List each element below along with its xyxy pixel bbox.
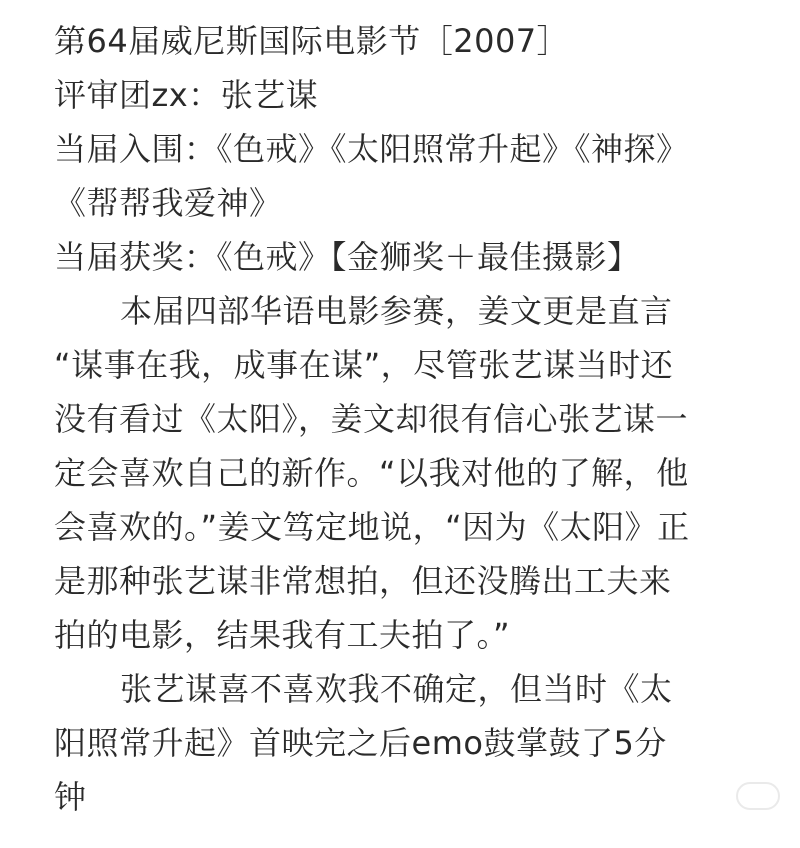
paragraph-2-line: 钟	[54, 778, 87, 816]
paragraph-1-line: 定会喜欢自己的新作。“以我对他的了解，他	[54, 454, 689, 492]
paragraph-2-line: 张艺谋喜不喜欢我不确定，但当时《太	[120, 670, 673, 708]
paragraph-1-line: “谋事在我，成事在谋”，尽管张艺谋当时还	[54, 346, 674, 384]
nominees-line-continued: 《帮帮我爱神》	[54, 184, 282, 222]
jury-line: 评审团zx：张艺谋	[54, 76, 319, 114]
festival-title: 第64届威尼斯国际电影节［2007］	[54, 22, 570, 60]
paragraph-1-line: 本届四部华语电影参赛，姜文更是直言	[120, 292, 673, 330]
paragraph-1-line: 拍的电影，结果我有工夫拍了。”	[54, 616, 511, 654]
nominees-line: 当届入围：《色戒》《太阳照常升起》《神探》	[54, 130, 689, 168]
paragraph-1	[54, 284, 760, 662]
watermark	[736, 776, 780, 830]
paragraph-1-line: 会喜欢的。”姜文笃定地说，“因为《太阳》正	[54, 508, 690, 546]
paragraph-2	[54, 662, 760, 824]
awards-line: 当届获奖：《色戒》【金狮奖＋最佳摄影】	[54, 238, 640, 276]
paragraph-1-line: 没有看过《太阳》，姜文却很有信心张艺谋一	[54, 400, 689, 438]
watermark-logo-icon	[736, 782, 780, 810]
paragraph-2-line: 阳照常升起》首映完之后emo鼓掌鼓了5分	[54, 724, 667, 762]
paragraph-1-line: 是那种张艺谋非常想拍，但还没腾出工夫来	[54, 562, 672, 600]
